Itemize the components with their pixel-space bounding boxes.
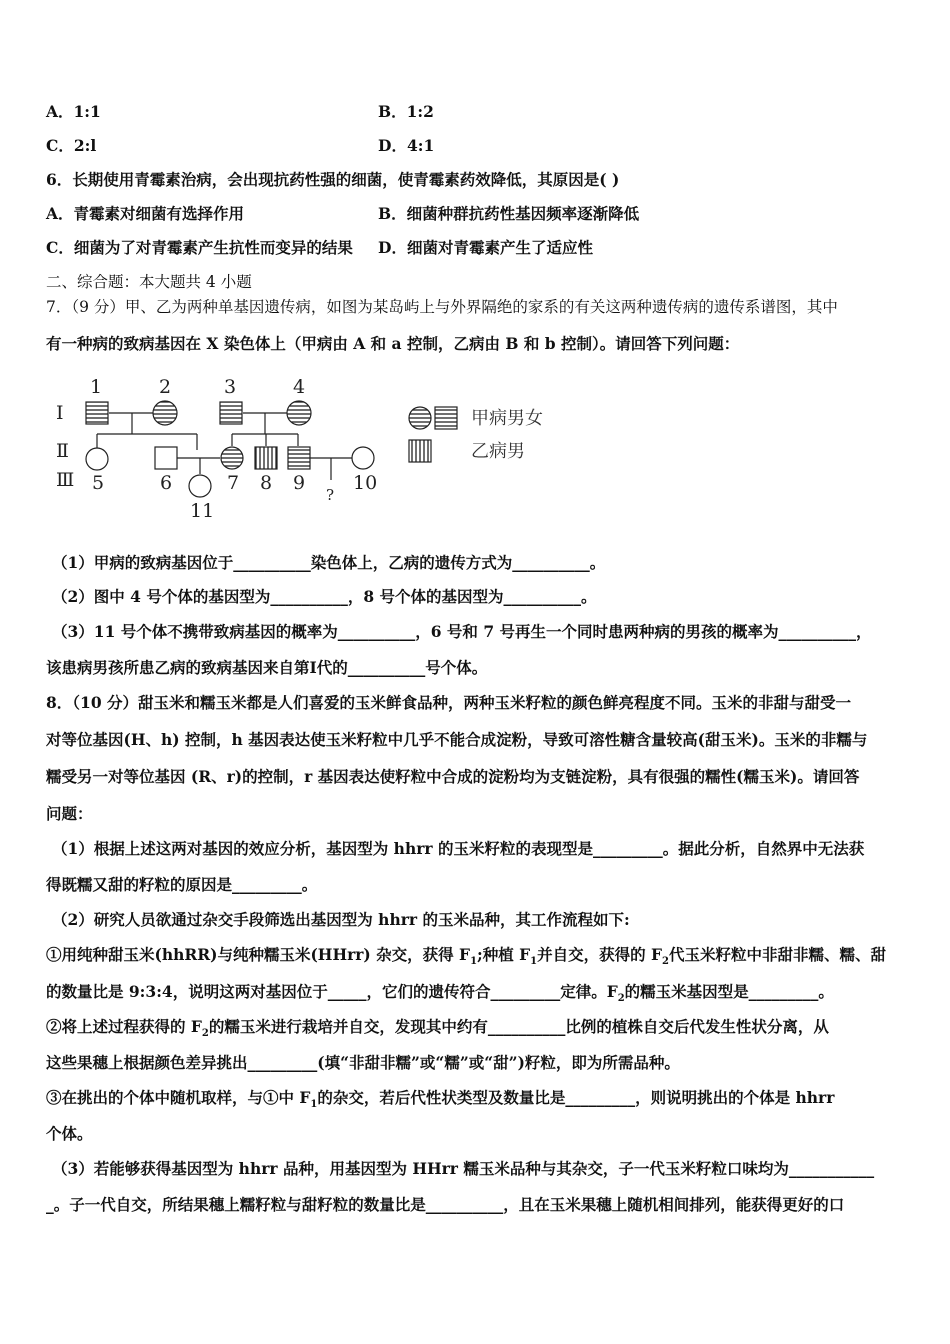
individual-9 bbox=[288, 447, 310, 469]
label-8: 8 bbox=[260, 472, 273, 494]
q7-sub-1: （1）甲病的致病基因位于__________染色体上，乙病的遗传方式为__________。 bbox=[52, 553, 606, 572]
q6-option-d: D．细菌对青霉素产生了适应性 bbox=[378, 238, 593, 257]
individual-2 bbox=[153, 401, 177, 425]
option-b: B．1:2 bbox=[378, 102, 434, 121]
label-6: 6 bbox=[160, 472, 173, 494]
pedigree-chart bbox=[50, 372, 570, 522]
q8-sub-3-line-2: _。子一代自交，所结果穗上糯籽粒与甜籽粒的数量比是__________，且在玉米果穗上随机相间排列，能获得更好的口 bbox=[46, 1195, 845, 1214]
label-7: 7 bbox=[227, 472, 240, 494]
q8-step-3-line-2: 个体。 bbox=[46, 1124, 93, 1143]
q6-option-a: A．青霉素对细菌有选择作用 bbox=[46, 204, 245, 223]
q8-step-3-line-1: ③在挑出的个体中随机取样，与①中 $F_1$的杂交，若后代性状类型及数量比是_________，则说明挑出的个体是 hhrr bbox=[46, 1088, 835, 1111]
label-10: 10 bbox=[353, 472, 378, 494]
q8-step-1-line-1: ①用纯种甜玉米(hhRR)与纯种糯玉米(HHrr) 杂交，获得 $F_1$;种植 $F_1$并自交，获得的 $F_2$代玉米籽粒中非甜非糯、糯、甜 bbox=[46, 945, 887, 968]
individual-10 bbox=[352, 447, 374, 469]
label-5: 5 bbox=[92, 472, 105, 494]
legend-male-icon bbox=[435, 407, 457, 429]
individual-7 bbox=[221, 447, 243, 469]
individual-6 bbox=[155, 447, 177, 469]
gen-i-label: Ⅰ bbox=[56, 402, 64, 424]
q7-stem-line-1: 7．（9 分）甲、乙为两种单基因遗传病，如图为某岛屿上与外界隔绝的家系的有关这两种遗传病的遗传系谱图，其中 bbox=[46, 298, 838, 316]
q6-option-c: C．细菌为了对青霉素产生抗性而变异的结果 bbox=[46, 238, 353, 257]
q8-sub-3-line-1: （3）若能够获得基因型为 hhrr 品种，用基因型为 HHrr 糯玉米品种与其杂交，子一代玉米籽粒口味均为___________ bbox=[52, 1159, 875, 1178]
option-d: D．4:1 bbox=[378, 136, 435, 155]
q8-step-2-line-1: ②将上述过程获得的 $F_2$的糯玉米进行栽培并自交，发现其中约有__________比例的植株自交后代发生性状分离，从 bbox=[46, 1017, 829, 1040]
label-unknown: ? bbox=[326, 486, 335, 504]
q8-line-4: 问题： bbox=[46, 804, 93, 823]
label-1: 1 bbox=[90, 376, 103, 398]
legend-yi-male-icon bbox=[409, 440, 431, 462]
q8-line-3: 糯受另一对等位基因 (R、r)的控制，r 基因表达使籽粒中合成的淀粉均为支链淀粉，具有很强的糯性(糯玉米)。请回答 bbox=[46, 767, 860, 786]
label-9: 9 bbox=[293, 472, 306, 494]
label-4: 4 bbox=[293, 376, 306, 398]
q8-sub-1-line-2: 得既糯又甜的籽粒的原因是_________。 bbox=[46, 875, 318, 894]
individual-8 bbox=[255, 447, 277, 469]
label-2: 2 bbox=[159, 376, 172, 398]
q7-sub-3-line-2: 该患病男孩所患乙病的致病基因来自第Ⅰ代的__________号个体。 bbox=[46, 658, 488, 677]
individual-11 bbox=[189, 475, 211, 497]
q7-sub-3-line-1: （3）11 号个体不携带致病基因的概率为__________，6 号和 7 号再生一个同时患两种病的男孩的概率为__________， bbox=[52, 622, 872, 641]
label-3: 3 bbox=[224, 376, 237, 398]
q7-sub-2: （2）图中 4 号个体的基因型为__________，8 号个体的基因型为__________。 bbox=[52, 587, 597, 606]
gen-iii-label: Ⅲ bbox=[56, 469, 75, 491]
option-a: A．1:1 bbox=[46, 102, 101, 121]
individual-5 bbox=[86, 448, 108, 470]
q8-step-2-line-2: 这些果穗上根据颜色差异挑出_________(填“非甜非糯”或“糯”或“甜”)籽粒，即为所需品种。 bbox=[46, 1053, 680, 1072]
q8-step-1-line-2: 的数量比是 9:3:4，说明这两对基因位于_____，它们的遗传符合_________定律。$F_2$的糯玉米基因型是_________。 bbox=[46, 982, 834, 1005]
individual-3 bbox=[220, 402, 242, 424]
q8-line-1: 8．（10 分）甜玉米和糯玉米都是人们喜爱的玉米鲜食品种，两种玉米籽粒的颜色鲜亮程度不同。玉米的非甜与甜受一 bbox=[46, 693, 852, 712]
section-heading: 二、综合题：本大题共 4 小题 bbox=[46, 273, 252, 291]
q8-sub-2: （2）研究人员欲通过杂交手段筛选出基因型为 hhrr 的玉米品种，其工作流程如下: bbox=[52, 910, 630, 929]
option-c: C．2:l bbox=[46, 136, 97, 155]
q6-option-b: B．细菌种群抗药性基因频率逐渐降低 bbox=[378, 204, 640, 223]
q6-stem: 6．长期使用青霉素治病，会出现抗药性强的细菌，使青霉素药效降低，其原因是( ) bbox=[46, 170, 620, 189]
individual-1 bbox=[86, 402, 108, 424]
q8-sub-1-line-1: （1）根据上述这两对基因的效应分析，基因型为 hhrr 的玉米籽粒的表现型是_________。据此分析，自然界中无法获 bbox=[52, 839, 865, 858]
legend-female-icon bbox=[409, 407, 431, 429]
individual-4 bbox=[287, 401, 311, 425]
q8-line-2: 对等位基因(H、h) 控制，h 基因表达使玉米籽粒中几乎不能合成淀粉，导致可溶性糖含量较高(甜玉米)。玉米的非糯与 bbox=[46, 730, 868, 749]
legend-yi-label: 乙病男 bbox=[471, 441, 525, 462]
legend-jia-label: 甲病男女 bbox=[471, 408, 543, 429]
label-11: 11 bbox=[190, 500, 215, 522]
gen-ii-label: Ⅱ bbox=[56, 440, 69, 462]
q7-stem-line-2: 有一种病的致病基因在 X 染色体上（甲病由 A 和 a 控制，乙病由 B 和 b 控制）。请回答下列问题： bbox=[46, 334, 740, 353]
